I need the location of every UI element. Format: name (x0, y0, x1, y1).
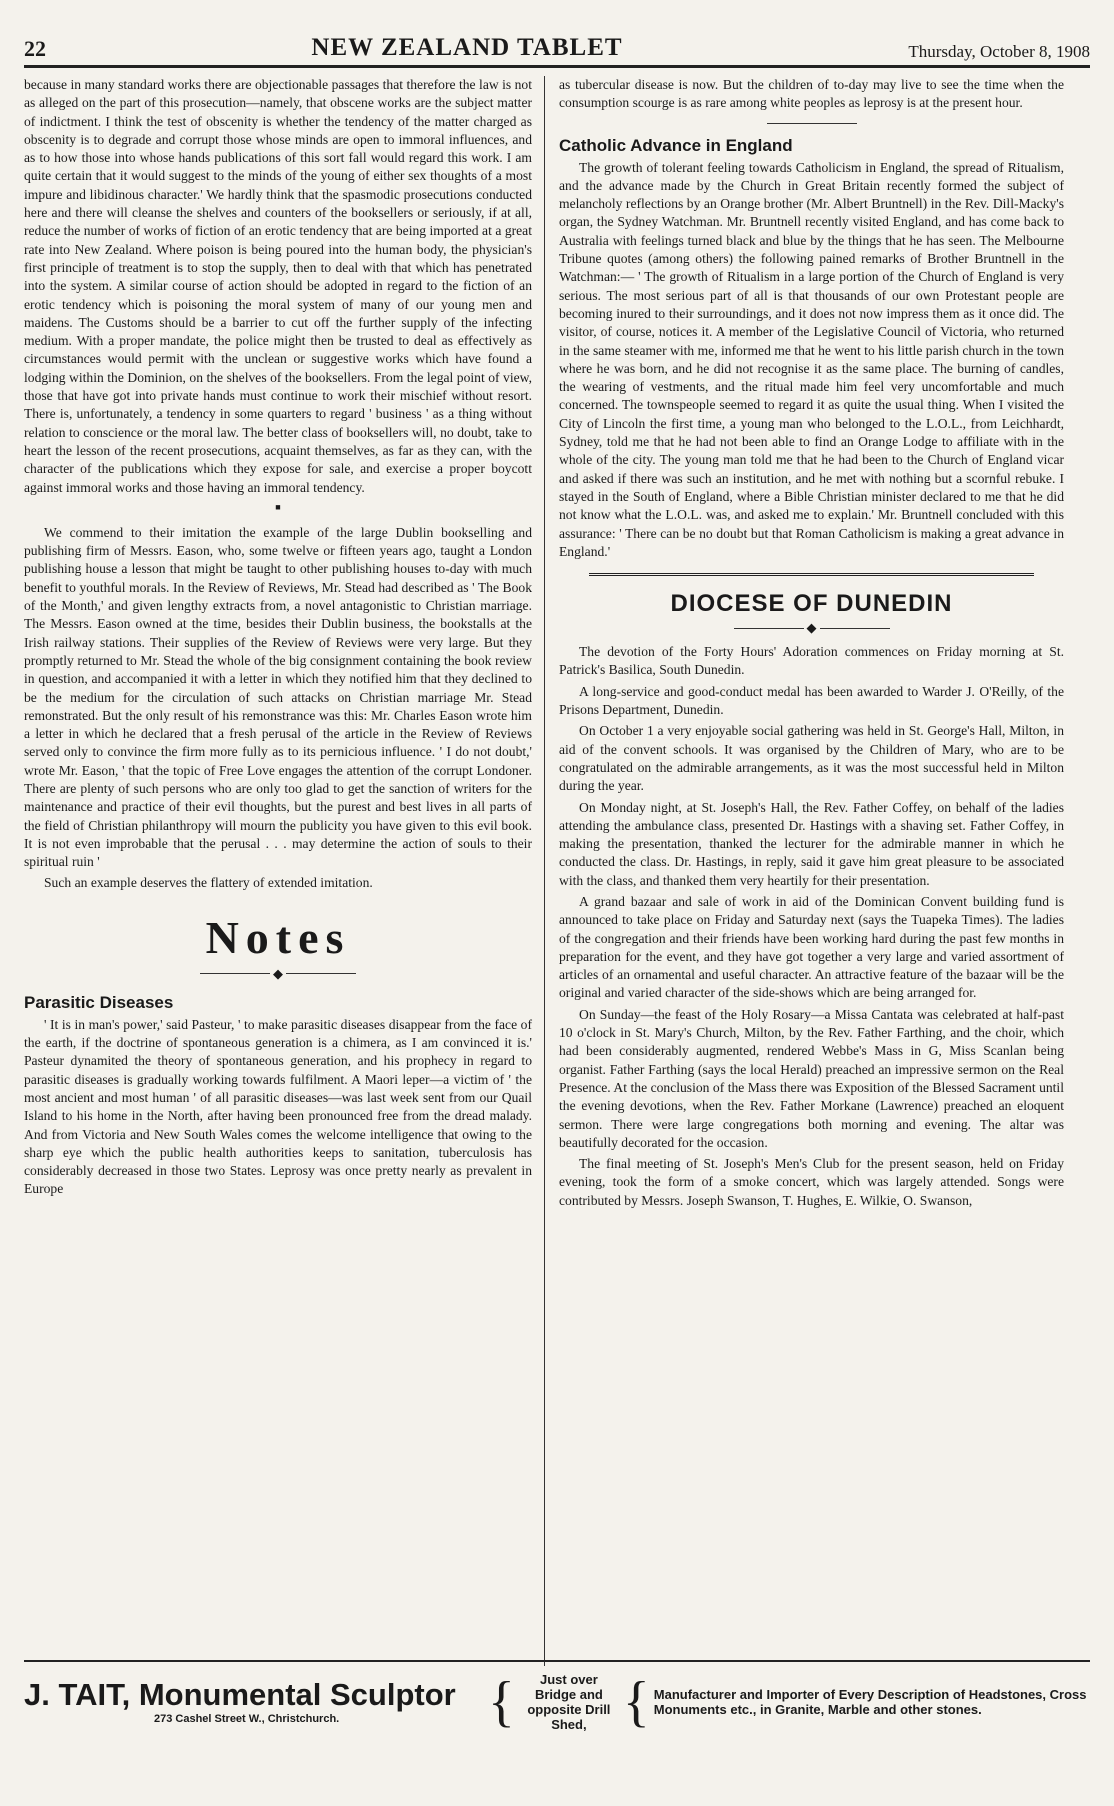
brace-glyph: { (622, 1671, 650, 1733)
advertisement (24, 1660, 1090, 1742)
article-paragraph: as tubercular disease is now. But the children of to-day may live to see the time when the consumption scourge is as rare among white peoples as leprosy is at the present hour. (559, 77, 1064, 111)
news-item: A long-service and good-conduct medal has been awarded to Warder J. O'Reilly, of the Prisons Department, Dunedin. (559, 683, 1064, 718)
section-heading: Catholic Advance in England (559, 135, 793, 155)
news-item: On October 1 a very enjoyable social gathering was held in St. George's Hall, Milton, in aid of the convent schools. It was organised by the Children of Mary, who are to be congratulated on the admirable arrangements, as it was the most successful held in Milton during the year. (559, 723, 1064, 794)
article-paragraph: Such an example deserves the flattery of extended imitation. (44, 875, 373, 891)
news-item: A grand bazaar and sale of work in aid of the Dominican Convent building fund is announced to take place on Friday and Saturday next (says the Tuapeka Times). The ladies of the congregation and their friends have been working hard during the past few months in preparation for the event, and they have got together a very large and varied assortment of articles of an ornamental and useful character. An attractive feature of the bazaar will be the original and varied character of the side-shows which are being arranged for. (559, 894, 1064, 1001)
brace-glyph: { (488, 1671, 515, 1733)
divider-ornament: ◆ (24, 966, 532, 981)
article-paragraph: ' It is in man's power,' said Pasteur, ' to make parasitic diseases disappear from the face of the earth, if the doctrine of spontaneous generation is a chimera, as I am convinced it is.' Pasteur dynamited the theory of spontaneous generation, and his prophecy in regard to parasitic diseases is gradually working towards fulfilment. A Maori leper—a victim of ' the most ancient and most human ' of all parasitic diseases—was last week sent from our Quail Island to his home in the North, after having been pronounced free from the dread malady. And from Victoria and New South Wales comes the welcome intelligence that owing to the sharp eye which the public health authorities keeps to sanitation, tuberculosis has considerably decreased in those two States. Leprosy was once pretty nearly as prevalent in Europe (24, 1016, 532, 1197)
ad-description: Manufacturer and Importer of Every Description of Headstones, Cross Monuments etc., in Granite, Marble and other stones. (653, 1687, 1087, 1717)
notes-heading: Notes (205, 911, 351, 963)
publication-title: NEW ZEALAND TABLET (311, 34, 623, 61)
separator-ornament: ■ (275, 501, 281, 512)
ad-left (24, 1679, 484, 1725)
article-paragraph: We commend to their imitation the example of the large Dublin bookselling and publishing firm of Messrs. Eason, who, some twelve or fifteen years ago, taught a London publishing house a lesson that might be taught to other publishing houses to-day with much benefit to youthful morals. In the Review of Reviews, Mr. Stead had described as ' The Book of the Month,' and given lengthy extracts from, a novel antagonistic to Christian marriage. The Messrs. Eason owned at the time, besides their Dublin business, the bookstalls at the Irish railway stations. Their supplies of the Review of Reviews were very large. But they promptly returned to Mr. Stead the whole of the big consignment containing the book review in question, and accompanied it with a letter in which they notified him that they declined to be the medium for the circulation of such attacks on Christian marriage Mr. Stead remonstrated. But the only result of his remonstrance was this: Mr. Charles Eason wrote him a letter in which he declared that a fresh perusal of the article in the Review of Reviews served only to convince the firm more fully as to its pernicious influence. ' I do not doubt,' wrote Mr. Eason, ' that the topic of Free Love engages the attention of the corrupt Londoner. There are plenty of such persons who are only too glad to get the sanction of writers for the maintenance and practice of their evil thoughts, but the purest and best lives in all parts of the field of Christian philanthropy will mourn the publicity you have given to this evil book. It is not even improbable that the perusal . . . may determine the action of souls to their spiritual ruin ' (24, 524, 532, 870)
columns (24, 76, 1090, 1666)
ad-address: 273 Cashel Street W., Christchurch. (154, 1713, 340, 1725)
ad-location: Just over Bridge and opposite Drill Shed, (527, 1672, 611, 1732)
page-number: 22 (24, 36, 46, 61)
news-item: On Sunday—the feast of the Holy Rosary—a Missa Cantata was celebrated at half-past 10 o'clock in St. Mary's Church, Milton, by the Rev. Father Farthing, and the choir, which had been considerably augmented, rendered Webbe's Mass in G, Miss Scanlan being organist. Father Farthing (says the local Herald) preached an impressive sermon on the Real Presence. At the conclusion of the Mass there was Exposition of the Blessed Sacrament until the evening devotions, when the Rev. Father Morkane (Lawrence) preached an eloquent sermon. There were large congregations both morning and evening. The altar was beautifully decorated for the occasion. (559, 1006, 1064, 1150)
section-rule (589, 573, 1034, 576)
article-paragraph: The growth of tolerant feeling towards Catholicism in England, the spread of Ritualism, and the advance made by the Church in Great Britain recently formed the subject of melancholy reflections by an Orange brother (Mr. Albert Bruntnell) in the Rev. Dill-Macky's organ, the Sydney Watchman. Mr. Bruntnell recently visited England, and has come back to Australia with feelings turned black and blue by the things that he has seen. The Melbourne Tribune quotes (among others) the following pained remarks of Brother Bruntnell in the Watchman:— ' The growth of Ritualism in a large portion of the Church of England is very serious. The most serious part of all is that thousands of our own Protestant people are becoming inured to their surroundings, and it does not now impress them as it once did. The visitor, of course, notices it. A member of the Legislative Council of Victoria, who returned in the same steamer with me, informed me that he went to his little parish church in the town where he was born, and he did not recognise it as the same place. The burning of candles, the wearing of vestments, and the ritual made him feel very uncomfortable and much concerned. The townspeople seemed to regard it as quite the usual thing. When I visited the City of Lincoln the first time, a young man who belonged to the L.O.L., from Leichhardt, Sydney, told me that he had not been able to find an Orange Lodge to affiliate with in the whole of the city. The young man told me that he had been to the Church of England vicar and asked if there was such an institution, and he met with nothing but a scornful rebuke. I stayed in the South of England, where a Bible Christian minister declared to me that he did not know what the L.O.L. was, and asked me to explain.' Mr. Bruntnell concluded with this assurance: ' There can be no doubt but that Roman Catholicism is making a great advance in England.' (559, 159, 1064, 559)
left-column (24, 76, 544, 1666)
article-paragraph: because in many standard works there are objectionable passages that therefore the law is not as alleged on the part of this prosecution—namely, that obscene works are the subject matter of indictment. I think the test of obscenity is whether the tendency of the matter charged as obscenity is to degrade and corrupt those whose minds are open to immoral influences, and as to how those into whose hands publications of this sort fall would regard this work. I am quite certain that it would suggest to the minds of the young of either sex thoughts of a most impure and libidinous character.' We hardly think that the spasmodic prosecutions conducted here and there will cleanse the shelves and counters of the booksellers or seriously, if at all, reduce the number of works of fiction of an erotic tendency that are being imported at a great rate into New Zealand. Where poison is being poured into the human body, the physician's first principle of treatment is to stop the supply, then to deal with that which has penetrated into the system. A similar course of action should be adopted in regard to the fiction of an erotic tendency which is poisoning the moral system of many of our young men and maidens. The Customs should be a barrier to cut off the further supply of the infecting medium. With a proper mandate, the police might then be trusted to deal as effectively as circumstances would permit with the unclean or suggestive works which have found a lodging within the Dominion, on the shelves of the booksellers. From the legal point of view, those that have got into private hands must continue to work their mischief without resort. There is, unfortunately, a tendency in some quarters to regard ' business ' as a thing without relation to conscience or the moral law. The better class of booksellers will, no doubt, take to heart the lesson of the recent prosecutions, acquaint themselves, as far as they can, with the character of the publications which they expose for sale, and exercise a proper boycott against immoral works and those having an immoral tendency. (24, 77, 532, 495)
section-heading: Parasitic Diseases (24, 992, 174, 1012)
masthead (24, 28, 1090, 68)
short-rule (767, 123, 857, 124)
news-item: The final meeting of St. Joseph's Men's Club for the present season, held on Friday evening, took the form of a smoke concert, which was largely attended. Songs were contributed by Messrs. Joseph Swanson, T. Hughes, E. Wilkie, O. Swanson, (559, 1156, 1064, 1208)
diocese-heading: DIOCESE OF DUNEDIN (670, 590, 953, 618)
ad-business-name: J. TAIT, Monumental Sculptor (24, 1677, 456, 1712)
right-column (544, 76, 1064, 1666)
divider-ornament: ◆ (559, 620, 1064, 635)
news-item: On Monday night, at St. Joseph's Hall, the Rev. Father Coffey, on behalf of the ladies attending the ambulance class, presented Dr. Hastings with a shaving set. Father Coffey, in making the presentation, thanked the lecturer for the admirable manner in which he conducted the class. Dr. Hastings, in reply, said it gave him great pleasure to be associated with the class, and thanked them very heartily for their presentation. (559, 799, 1064, 888)
issue-date: Thursday, October 8, 1908 (908, 42, 1090, 61)
news-item: The devotion of the Forty Hours' Adoration commences on Friday morning at St. Patrick's Basilica, South Dunedin. (559, 644, 1064, 678)
